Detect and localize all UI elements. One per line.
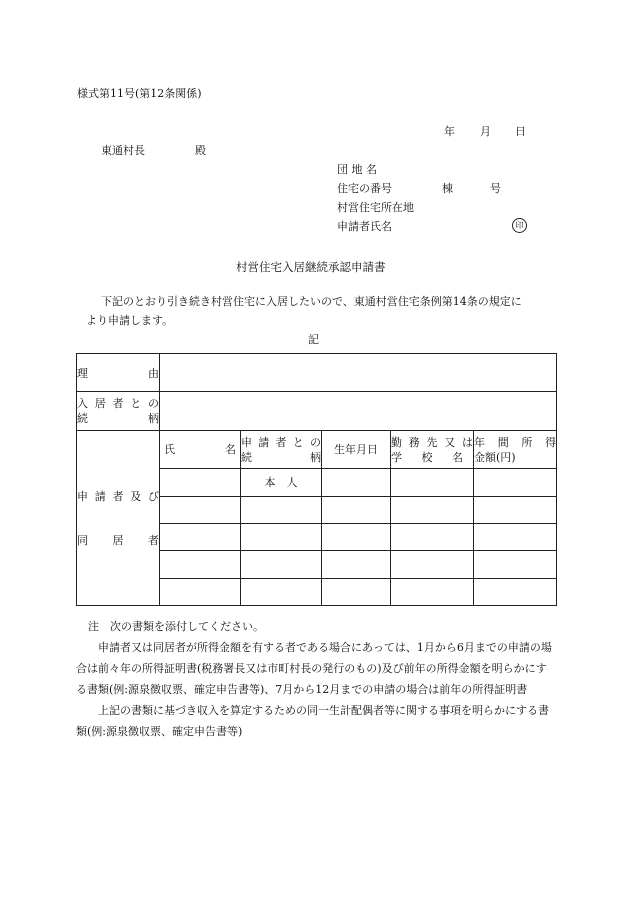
member-income-cell[interactable] xyxy=(474,579,557,606)
col-work-header: 勤 務 先 又 は 学 校 名 xyxy=(391,431,474,469)
address-label: 村営住宅所在地 xyxy=(337,201,414,214)
member-work-cell[interactable] xyxy=(391,551,474,579)
member-birth-cell[interactable] xyxy=(322,469,391,497)
intro-line-2: より申請します。 xyxy=(86,314,174,327)
member-birth-cell[interactable] xyxy=(322,551,391,579)
date-day-label: 日 xyxy=(515,125,526,138)
relation-row xyxy=(77,392,557,431)
addressee-name: 東通村長 xyxy=(101,144,145,157)
notes-section xyxy=(76,616,556,742)
member-income-cell[interactable] xyxy=(474,497,557,524)
seal-mark: 印 xyxy=(512,218,527,233)
member-name-cell[interactable] xyxy=(160,469,241,497)
col-name-header: 氏 名 xyxy=(160,431,241,469)
member-relation-cell[interactable] xyxy=(241,551,322,579)
member-name-cell[interactable] xyxy=(160,579,241,606)
member-work-cell[interactable] xyxy=(391,524,474,551)
addressee-honorific: 殿 xyxy=(195,144,206,157)
date-year-label: 年 xyxy=(444,125,455,138)
member-income-cell[interactable] xyxy=(474,524,557,551)
col-income-header: 年 間 所 得 金額(円) xyxy=(474,431,557,469)
member-work-cell[interactable] xyxy=(391,579,474,606)
danchi-label: 団 地 名 xyxy=(337,163,377,176)
seal-icon xyxy=(512,218,527,233)
relation-input[interactable] xyxy=(160,392,557,431)
member-relation-cell[interactable] xyxy=(241,524,322,551)
document-title: 村営住宅入居継続承認申請書 xyxy=(236,260,386,274)
member-birth-cell[interactable] xyxy=(322,497,391,524)
date-month-label: 月 xyxy=(480,125,491,138)
reason-label: 理 由 xyxy=(77,366,159,380)
application-table xyxy=(76,353,557,606)
group-label-line1: 申 請 者 及 び xyxy=(77,490,159,503)
group-label-line2: 同 居 者 xyxy=(77,534,159,547)
form-number: 様式第11号(第12条関係) xyxy=(77,87,202,100)
member-name-cell[interactable] xyxy=(160,551,241,579)
member-header-row xyxy=(77,431,557,469)
member-birth-cell[interactable] xyxy=(322,524,391,551)
member-name-cell[interactable] xyxy=(160,497,241,524)
col-birth-header: 生年月日 xyxy=(322,431,391,469)
number-label: 号 xyxy=(490,182,501,195)
member-income-cell[interactable] xyxy=(474,469,557,497)
reason-row xyxy=(77,354,557,392)
member-work-cell[interactable] xyxy=(391,469,474,497)
member-name-cell[interactable] xyxy=(160,524,241,551)
ki-mark: 記 xyxy=(308,333,319,346)
intro-line-1: 下記のとおり引き続き村営住宅に入居したいので、東通村営住宅条例第14条の規定に xyxy=(101,295,522,308)
group-label-cell xyxy=(77,431,160,606)
building-label: 棟 xyxy=(442,182,453,195)
member-income-cell[interactable] xyxy=(474,551,557,579)
member-birth-cell[interactable] xyxy=(322,579,391,606)
self-relation-cell: 本 人 xyxy=(241,469,322,497)
col-relation-header: 申 請 者 と の 続 柄 xyxy=(241,431,322,469)
relation-label-line1: 入 居 者 と の xyxy=(77,397,159,410)
relation-label-cell xyxy=(77,392,160,431)
applicant-name-label: 申請者氏名 xyxy=(337,220,392,233)
reason-input[interactable] xyxy=(160,354,557,392)
notes-heading: 注 次の書類を添付してください。 xyxy=(88,620,264,633)
relation-label-line2: 続 柄 xyxy=(77,412,159,425)
member-relation-cell[interactable] xyxy=(241,579,322,606)
member-work-cell[interactable] xyxy=(391,497,474,524)
house-number-label: 住宅の番号 xyxy=(337,182,392,195)
notes-item-2: 上記の書類に基づき収入を算定するための同一生計配偶者等に関する事項を明らかにする書類(例:源泉徴収票、確定申告書等) xyxy=(76,704,549,738)
member-relation-cell[interactable] xyxy=(241,497,322,524)
reason-label-cell xyxy=(77,354,160,392)
notes-item-1: 申請者又は同居者が所得金額を有する者である場合にあっては、1月から6月までの申請の場合は前々年の所得証明書(税務署長又は市町村長の発行のもの)及び前年の所得金額を明らかにする書類(例:源泉徴収票、確定申告書等)、7月から12月までの申請の場合は前年の所得証明書 xyxy=(76,641,552,696)
